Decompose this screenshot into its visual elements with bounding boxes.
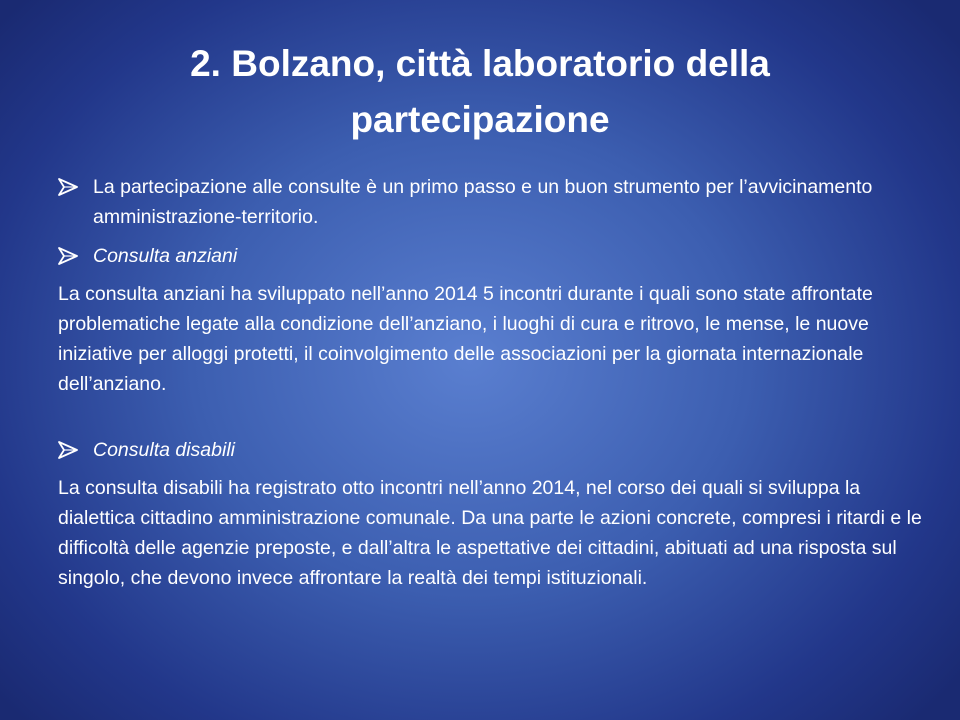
- bullet-item-consulta-disabili: [58, 435, 928, 465]
- slide-title: 2. Bolzano, città laboratorio della partecipazione: [190, 43, 770, 140]
- section-heading-anziani: Consulta anziani: [93, 245, 238, 267]
- bullet-item-consulta-anziani: [58, 241, 928, 271]
- bullet-text: La partecipazione alle consulte è un primo passo e un buon strumento per l’avvicinamento amministrazione-territorio.: [93, 176, 873, 228]
- arrow-bullet-icon: [58, 247, 78, 265]
- paragraph-disabili: La consulta disabili ha registrato otto incontri nell’anno 2014, nel corso dei quali si sviluppa la dialettica cittadino amministrazione comunale. Da una parte le azioni concrete, compresi i ritardi e le difficoltà delle agenzie preposte, e dall’altra le aspettative dei cittadini, abituati ad una risposta sul singolo, che devono invece affrontare la realtà dei tempi istituzionali.: [58, 477, 922, 589]
- arrow-bullet-icon: [58, 178, 78, 196]
- paragraph-anziani: La consulta anziani ha sviluppato nell’anno 2014 5 incontri durante i quali sono state affrontate problematiche legate alla condizione dell’anziano, i luoghi di cura e ritrovo, le mense, le nuove iniziative per alloggi protetti, il coinvolgimento delle associazioni per la giornata internazionale dell’anziano.: [58, 283, 873, 395]
- section-heading-disabili: Consulta disabili: [93, 439, 235, 461]
- arrow-bullet-icon: [58, 441, 78, 459]
- slide-body: [58, 172, 928, 593]
- bullet-item-participation: [58, 172, 928, 232]
